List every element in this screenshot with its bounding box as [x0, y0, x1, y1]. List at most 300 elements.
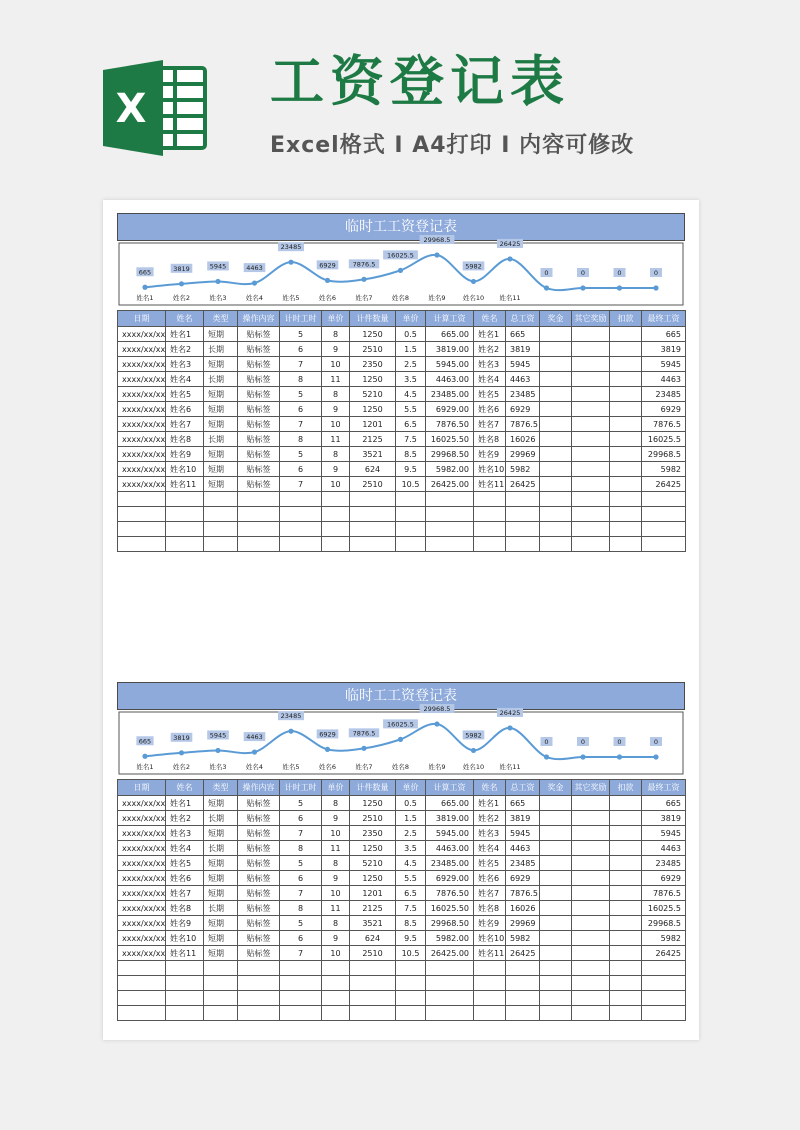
table-cell[interactable]: 5982	[506, 462, 540, 477]
table-cell[interactable]: 贴标签	[238, 796, 280, 811]
table-cell[interactable]	[396, 492, 426, 507]
table-cell[interactable]: 3819.00	[426, 342, 474, 357]
table-cell[interactable]: 4463.00	[426, 841, 474, 856]
table-cell[interactable]: 11	[322, 372, 350, 387]
table-cell[interactable]: 665.00	[426, 796, 474, 811]
table-cell[interactable]: 5982	[642, 462, 686, 477]
table-cell[interactable]: 5982	[642, 931, 686, 946]
table-cell[interactable]: 7	[280, 886, 322, 901]
table-cell[interactable]	[396, 507, 426, 522]
table-cell[interactable]: 9	[322, 462, 350, 477]
table-cell[interactable]	[506, 961, 540, 976]
table-cell[interactable]: 5	[280, 856, 322, 871]
table-cell[interactable]	[426, 991, 474, 1006]
table-cell[interactable]: 10.5	[396, 477, 426, 492]
table-cell[interactable]	[166, 492, 204, 507]
table-cell[interactable]	[474, 991, 506, 1006]
table-cell[interactable]: 姓名8	[166, 432, 204, 447]
table-cell[interactable]	[474, 976, 506, 991]
table-cell[interactable]: 29968.50	[426, 916, 474, 931]
table-cell[interactable]	[572, 372, 610, 387]
table-cell[interactable]: xxxx/xx/xx	[118, 856, 166, 871]
table-cell[interactable]	[204, 492, 238, 507]
table-cell[interactable]	[572, 871, 610, 886]
table-cell[interactable]	[572, 946, 610, 961]
table-cell[interactable]: 姓名9	[474, 916, 506, 931]
table-cell[interactable]	[350, 976, 396, 991]
table-cell[interactable]: 9	[322, 931, 350, 946]
table-cell[interactable]	[474, 492, 506, 507]
table-cell[interactable]: 665	[506, 796, 540, 811]
table-cell[interactable]: xxxx/xx/xx	[118, 447, 166, 462]
table-cell[interactable]: 5945	[642, 357, 686, 372]
table-cell[interactable]: 665.00	[426, 327, 474, 342]
table-cell[interactable]	[610, 432, 642, 447]
table-cell[interactable]: 姓名7	[166, 886, 204, 901]
table-cell[interactable]: 665	[506, 327, 540, 342]
table-cell[interactable]: xxxx/xx/xx	[118, 357, 166, 372]
table-cell[interactable]: xxxx/xx/xx	[118, 901, 166, 916]
table-cell[interactable]: 姓名5	[474, 387, 506, 402]
table-cell[interactable]	[540, 811, 572, 826]
table-cell[interactable]	[610, 537, 642, 552]
table-cell[interactable]	[350, 492, 396, 507]
table-cell[interactable]	[540, 432, 572, 447]
table-cell[interactable]	[350, 1006, 396, 1021]
table-cell[interactable]: 10	[322, 477, 350, 492]
table-cell[interactable]: 短期	[204, 462, 238, 477]
table-cell[interactable]	[572, 916, 610, 931]
table-cell[interactable]	[166, 1006, 204, 1021]
table-cell[interactable]: 6	[280, 931, 322, 946]
table-cell[interactable]: 7	[280, 357, 322, 372]
table-cell[interactable]: 2510	[350, 477, 396, 492]
table-cell[interactable]: 4.5	[396, 387, 426, 402]
table-cell[interactable]	[166, 507, 204, 522]
table-cell[interactable]	[610, 342, 642, 357]
table-cell[interactable]	[540, 991, 572, 1006]
table-cell[interactable]: 1250	[350, 327, 396, 342]
table-cell[interactable]	[642, 991, 686, 1006]
table-cell[interactable]: 短期	[204, 826, 238, 841]
table-cell[interactable]	[396, 537, 426, 552]
table-cell[interactable]: 贴标签	[238, 826, 280, 841]
table-cell[interactable]	[118, 976, 166, 991]
table-cell[interactable]	[610, 811, 642, 826]
table-cell[interactable]	[280, 961, 322, 976]
table-cell[interactable]	[572, 417, 610, 432]
table-cell[interactable]	[610, 931, 642, 946]
table-cell[interactable]: 11	[322, 841, 350, 856]
table-cell[interactable]	[540, 916, 572, 931]
table-cell[interactable]: 5	[280, 327, 322, 342]
table-cell[interactable]: 4463	[506, 372, 540, 387]
table-cell[interactable]: 短期	[204, 871, 238, 886]
table-cell[interactable]: 1201	[350, 886, 396, 901]
table-cell[interactable]: 姓名6	[474, 402, 506, 417]
table-cell[interactable]: xxxx/xx/xx	[118, 886, 166, 901]
table-cell[interactable]	[118, 507, 166, 522]
table-cell[interactable]	[322, 961, 350, 976]
table-cell[interactable]: 7.5	[396, 901, 426, 916]
table-cell[interactable]: 3819	[642, 342, 686, 357]
table-cell[interactable]: 姓名1	[474, 327, 506, 342]
table-cell[interactable]: 贴标签	[238, 886, 280, 901]
table-cell[interactable]	[540, 886, 572, 901]
table-cell[interactable]: 23485	[506, 856, 540, 871]
table-cell[interactable]: 7876.5	[642, 886, 686, 901]
table-cell[interactable]	[540, 357, 572, 372]
table-cell[interactable]	[280, 991, 322, 1006]
table-cell[interactable]: 贴标签	[238, 856, 280, 871]
table-cell[interactable]: 姓名2	[474, 811, 506, 826]
table-cell[interactable]: xxxx/xx/xx	[118, 826, 166, 841]
table-cell[interactable]: 5	[280, 916, 322, 931]
table-cell[interactable]: 2510	[350, 946, 396, 961]
table-cell[interactable]: 2350	[350, 357, 396, 372]
table-cell[interactable]	[642, 492, 686, 507]
table-cell[interactable]	[540, 1006, 572, 1021]
table-cell[interactable]: 姓名3	[166, 357, 204, 372]
table-cell[interactable]	[540, 327, 572, 342]
table-cell[interactable]: 姓名9	[166, 916, 204, 931]
table-cell[interactable]	[350, 537, 396, 552]
table-cell[interactable]	[610, 901, 642, 916]
table-cell[interactable]: 姓名6	[474, 871, 506, 886]
table-cell[interactable]: 3819	[642, 811, 686, 826]
table-cell[interactable]: 姓名2	[166, 811, 204, 826]
table-cell[interactable]: 贴标签	[238, 372, 280, 387]
table-cell[interactable]: xxxx/xx/xx	[118, 796, 166, 811]
table-cell[interactable]	[572, 826, 610, 841]
table-cell[interactable]	[238, 537, 280, 552]
table-cell[interactable]: 10	[322, 357, 350, 372]
table-cell[interactable]: 23485	[506, 387, 540, 402]
table-cell[interactable]: 8	[280, 372, 322, 387]
table-cell[interactable]: 长期	[204, 811, 238, 826]
table-cell[interactable]: 1250	[350, 841, 396, 856]
table-cell[interactable]	[540, 871, 572, 886]
table-cell[interactable]	[166, 961, 204, 976]
table-cell[interactable]: 5945	[642, 826, 686, 841]
table-cell[interactable]: 624	[350, 462, 396, 477]
table-cell[interactable]: 贴标签	[238, 417, 280, 432]
table-cell[interactable]	[322, 976, 350, 991]
table-cell[interactable]: 1.5	[396, 342, 426, 357]
table-cell[interactable]	[610, 372, 642, 387]
table-cell[interactable]	[426, 976, 474, 991]
table-cell[interactable]	[166, 522, 204, 537]
table-cell[interactable]: 6929	[642, 402, 686, 417]
table-cell[interactable]	[540, 946, 572, 961]
table-cell[interactable]: 贴标签	[238, 811, 280, 826]
table-cell[interactable]: 6	[280, 871, 322, 886]
table-cell[interactable]: 3.5	[396, 841, 426, 856]
table-cell[interactable]: 8.5	[396, 447, 426, 462]
table-cell[interactable]	[238, 1006, 280, 1021]
table-cell[interactable]	[506, 537, 540, 552]
table-cell[interactable]: 26425	[642, 946, 686, 961]
table-cell[interactable]: 1.5	[396, 811, 426, 826]
table-cell[interactable]: 2350	[350, 826, 396, 841]
table-cell[interactable]: 5	[280, 796, 322, 811]
table-cell[interactable]	[572, 961, 610, 976]
table-cell[interactable]	[572, 357, 610, 372]
table-cell[interactable]: 长期	[204, 901, 238, 916]
table-cell[interactable]	[572, 856, 610, 871]
table-cell[interactable]	[610, 447, 642, 462]
table-cell[interactable]: 短期	[204, 796, 238, 811]
table-cell[interactable]	[204, 507, 238, 522]
table-cell[interactable]: 姓名5	[166, 856, 204, 871]
table-cell[interactable]	[642, 961, 686, 976]
table-cell[interactable]: 姓名8	[474, 432, 506, 447]
table-cell[interactable]: 5982	[506, 931, 540, 946]
table-cell[interactable]: 10.5	[396, 946, 426, 961]
table-cell[interactable]: 姓名3	[166, 826, 204, 841]
table-cell[interactable]	[280, 976, 322, 991]
table-cell[interactable]: xxxx/xx/xx	[118, 931, 166, 946]
table-cell[interactable]	[610, 916, 642, 931]
table-cell[interactable]: 姓名8	[474, 901, 506, 916]
table-cell[interactable]: 贴标签	[238, 871, 280, 886]
table-cell[interactable]	[540, 387, 572, 402]
table-cell[interactable]: xxxx/xx/xx	[118, 342, 166, 357]
table-cell[interactable]: 23485.00	[426, 856, 474, 871]
table-cell[interactable]	[572, 327, 610, 342]
table-cell[interactable]	[572, 537, 610, 552]
table-cell[interactable]: 8	[322, 327, 350, 342]
table-cell[interactable]: 16025.50	[426, 432, 474, 447]
table-cell[interactable]: 姓名2	[166, 342, 204, 357]
table-cell[interactable]: 姓名4	[474, 841, 506, 856]
table-cell[interactable]: 贴标签	[238, 447, 280, 462]
table-cell[interactable]: 5210	[350, 387, 396, 402]
table-cell[interactable]: xxxx/xx/xx	[118, 946, 166, 961]
table-cell[interactable]: 7876.50	[426, 886, 474, 901]
table-cell[interactable]	[540, 856, 572, 871]
table-cell[interactable]: 姓名5	[474, 856, 506, 871]
table-cell[interactable]: 0.5	[396, 327, 426, 342]
table-cell[interactable]	[540, 796, 572, 811]
table-cell[interactable]: 姓名11	[474, 477, 506, 492]
table-cell[interactable]: xxxx/xx/xx	[118, 417, 166, 432]
table-cell[interactable]: 姓名11	[474, 946, 506, 961]
table-cell[interactable]: 姓名11	[166, 477, 204, 492]
table-cell[interactable]	[610, 417, 642, 432]
table-cell[interactable]: 8.5	[396, 916, 426, 931]
table-cell[interactable]	[540, 826, 572, 841]
table-cell[interactable]	[322, 507, 350, 522]
table-cell[interactable]: xxxx/xx/xx	[118, 916, 166, 931]
table-cell[interactable]: 7876.5	[506, 886, 540, 901]
table-cell[interactable]	[426, 522, 474, 537]
table-cell[interactable]	[322, 537, 350, 552]
table-cell[interactable]	[572, 462, 610, 477]
table-cell[interactable]: 姓名4	[474, 372, 506, 387]
table-cell[interactable]	[322, 991, 350, 1006]
table-cell[interactable]	[610, 976, 642, 991]
table-cell[interactable]: 短期	[204, 477, 238, 492]
table-cell[interactable]	[118, 991, 166, 1006]
table-cell[interactable]: 7	[280, 477, 322, 492]
table-cell[interactable]	[280, 507, 322, 522]
table-cell[interactable]: 26425.00	[426, 477, 474, 492]
table-cell[interactable]	[204, 1006, 238, 1021]
table-cell[interactable]: 8	[322, 796, 350, 811]
table-cell[interactable]	[540, 537, 572, 552]
table-cell[interactable]: 8	[280, 901, 322, 916]
table-cell[interactable]: 贴标签	[238, 931, 280, 946]
table-cell[interactable]: 长期	[204, 841, 238, 856]
table-cell[interactable]: 姓名10	[474, 462, 506, 477]
table-cell[interactable]	[610, 387, 642, 402]
table-cell[interactable]: 1250	[350, 871, 396, 886]
table-cell[interactable]	[396, 1006, 426, 1021]
table-cell[interactable]: 3819	[506, 342, 540, 357]
table-cell[interactable]	[506, 991, 540, 1006]
table-cell[interactable]	[204, 961, 238, 976]
table-cell[interactable]: 姓名8	[166, 901, 204, 916]
table-cell[interactable]	[572, 507, 610, 522]
table-cell[interactable]: 2.5	[396, 826, 426, 841]
table-cell[interactable]: 姓名10	[474, 931, 506, 946]
table-cell[interactable]	[118, 961, 166, 976]
table-cell[interactable]	[572, 477, 610, 492]
table-cell[interactable]: 8	[280, 432, 322, 447]
table-cell[interactable]: 9	[322, 811, 350, 826]
table-cell[interactable]	[238, 976, 280, 991]
table-cell[interactable]: 26425	[506, 946, 540, 961]
table-cell[interactable]	[572, 991, 610, 1006]
table-cell[interactable]: 26425	[642, 477, 686, 492]
table-cell[interactable]	[396, 961, 426, 976]
table-cell[interactable]: 23485	[642, 387, 686, 402]
table-cell[interactable]	[166, 976, 204, 991]
table-cell[interactable]: 4463	[642, 372, 686, 387]
table-cell[interactable]	[166, 991, 204, 1006]
table-cell[interactable]: 9.5	[396, 462, 426, 477]
table-cell[interactable]	[506, 976, 540, 991]
table-cell[interactable]	[572, 841, 610, 856]
table-cell[interactable]	[506, 492, 540, 507]
table-cell[interactable]: 1201	[350, 417, 396, 432]
table-cell[interactable]: xxxx/xx/xx	[118, 327, 166, 342]
table-cell[interactable]: 贴标签	[238, 342, 280, 357]
table-cell[interactable]: 5	[280, 387, 322, 402]
table-cell[interactable]	[506, 507, 540, 522]
table-cell[interactable]: 6929	[642, 871, 686, 886]
table-cell[interactable]	[204, 991, 238, 1006]
table-cell[interactable]	[426, 961, 474, 976]
table-cell[interactable]: 16026	[506, 432, 540, 447]
table-cell[interactable]	[540, 841, 572, 856]
table-cell[interactable]: 665	[642, 327, 686, 342]
table-cell[interactable]	[474, 507, 506, 522]
table-cell[interactable]: 贴标签	[238, 916, 280, 931]
table-cell[interactable]	[540, 522, 572, 537]
table-cell[interactable]: 6	[280, 402, 322, 417]
table-cell[interactable]: 10	[322, 946, 350, 961]
table-cell[interactable]	[350, 522, 396, 537]
table-cell[interactable]	[280, 1006, 322, 1021]
table-cell[interactable]: 短期	[204, 447, 238, 462]
table-cell[interactable]: xxxx/xx/xx	[118, 462, 166, 477]
table-cell[interactable]: 7876.50	[426, 417, 474, 432]
table-cell[interactable]: 短期	[204, 931, 238, 946]
table-cell[interactable]	[506, 522, 540, 537]
table-cell[interactable]	[426, 537, 474, 552]
table-cell[interactable]: 3819	[506, 811, 540, 826]
table-cell[interactable]	[426, 507, 474, 522]
table-cell[interactable]	[238, 991, 280, 1006]
table-cell[interactable]: 9	[322, 342, 350, 357]
table-cell[interactable]: 665	[642, 796, 686, 811]
table-cell[interactable]: 姓名1	[474, 796, 506, 811]
table-cell[interactable]	[280, 492, 322, 507]
table-cell[interactable]: 5945.00	[426, 826, 474, 841]
table-cell[interactable]	[474, 961, 506, 976]
table-cell[interactable]: 26425.00	[426, 946, 474, 961]
table-cell[interactable]	[118, 1006, 166, 1021]
table-cell[interactable]: 5210	[350, 856, 396, 871]
table-cell[interactable]: 2510	[350, 811, 396, 826]
table-cell[interactable]: 姓名10	[166, 931, 204, 946]
table-cell[interactable]	[610, 826, 642, 841]
table-cell[interactable]	[572, 1006, 610, 1021]
table-cell[interactable]	[540, 901, 572, 916]
table-cell[interactable]: 姓名5	[166, 387, 204, 402]
table-cell[interactable]: 长期	[204, 372, 238, 387]
table-cell[interactable]	[506, 1006, 540, 1021]
table-cell[interactable]: 6929	[506, 871, 540, 886]
table-cell[interactable]: 6	[280, 811, 322, 826]
table-cell[interactable]	[118, 492, 166, 507]
table-cell[interactable]	[540, 931, 572, 946]
table-cell[interactable]: 23485.00	[426, 387, 474, 402]
table-cell[interactable]	[204, 537, 238, 552]
table-cell[interactable]: 1250	[350, 796, 396, 811]
table-cell[interactable]: 姓名6	[166, 402, 204, 417]
table-cell[interactable]: 16026	[506, 901, 540, 916]
table-cell[interactable]: 29968.5	[642, 916, 686, 931]
table-cell[interactable]: 6.5	[396, 417, 426, 432]
table-cell[interactable]: 短期	[204, 946, 238, 961]
table-cell[interactable]	[572, 492, 610, 507]
table-cell[interactable]: 6929.00	[426, 871, 474, 886]
table-cell[interactable]: 8	[322, 916, 350, 931]
table-cell[interactable]: xxxx/xx/xx	[118, 871, 166, 886]
table-cell[interactable]: 贴标签	[238, 357, 280, 372]
table-cell[interactable]	[280, 522, 322, 537]
table-cell[interactable]: 9	[322, 402, 350, 417]
table-cell[interactable]	[396, 991, 426, 1006]
table-cell[interactable]: 姓名9	[474, 447, 506, 462]
table-cell[interactable]	[238, 492, 280, 507]
table-cell[interactable]	[610, 946, 642, 961]
table-cell[interactable]	[610, 357, 642, 372]
table-cell[interactable]	[166, 537, 204, 552]
table-cell[interactable]: 贴标签	[238, 477, 280, 492]
table-cell[interactable]	[610, 462, 642, 477]
table-cell[interactable]	[610, 856, 642, 871]
table-cell[interactable]: 7	[280, 946, 322, 961]
table-cell[interactable]: 贴标签	[238, 327, 280, 342]
table-cell[interactable]	[572, 387, 610, 402]
table-cell[interactable]: 短期	[204, 417, 238, 432]
table-cell[interactable]: 短期	[204, 387, 238, 402]
table-cell[interactable]: 2125	[350, 432, 396, 447]
